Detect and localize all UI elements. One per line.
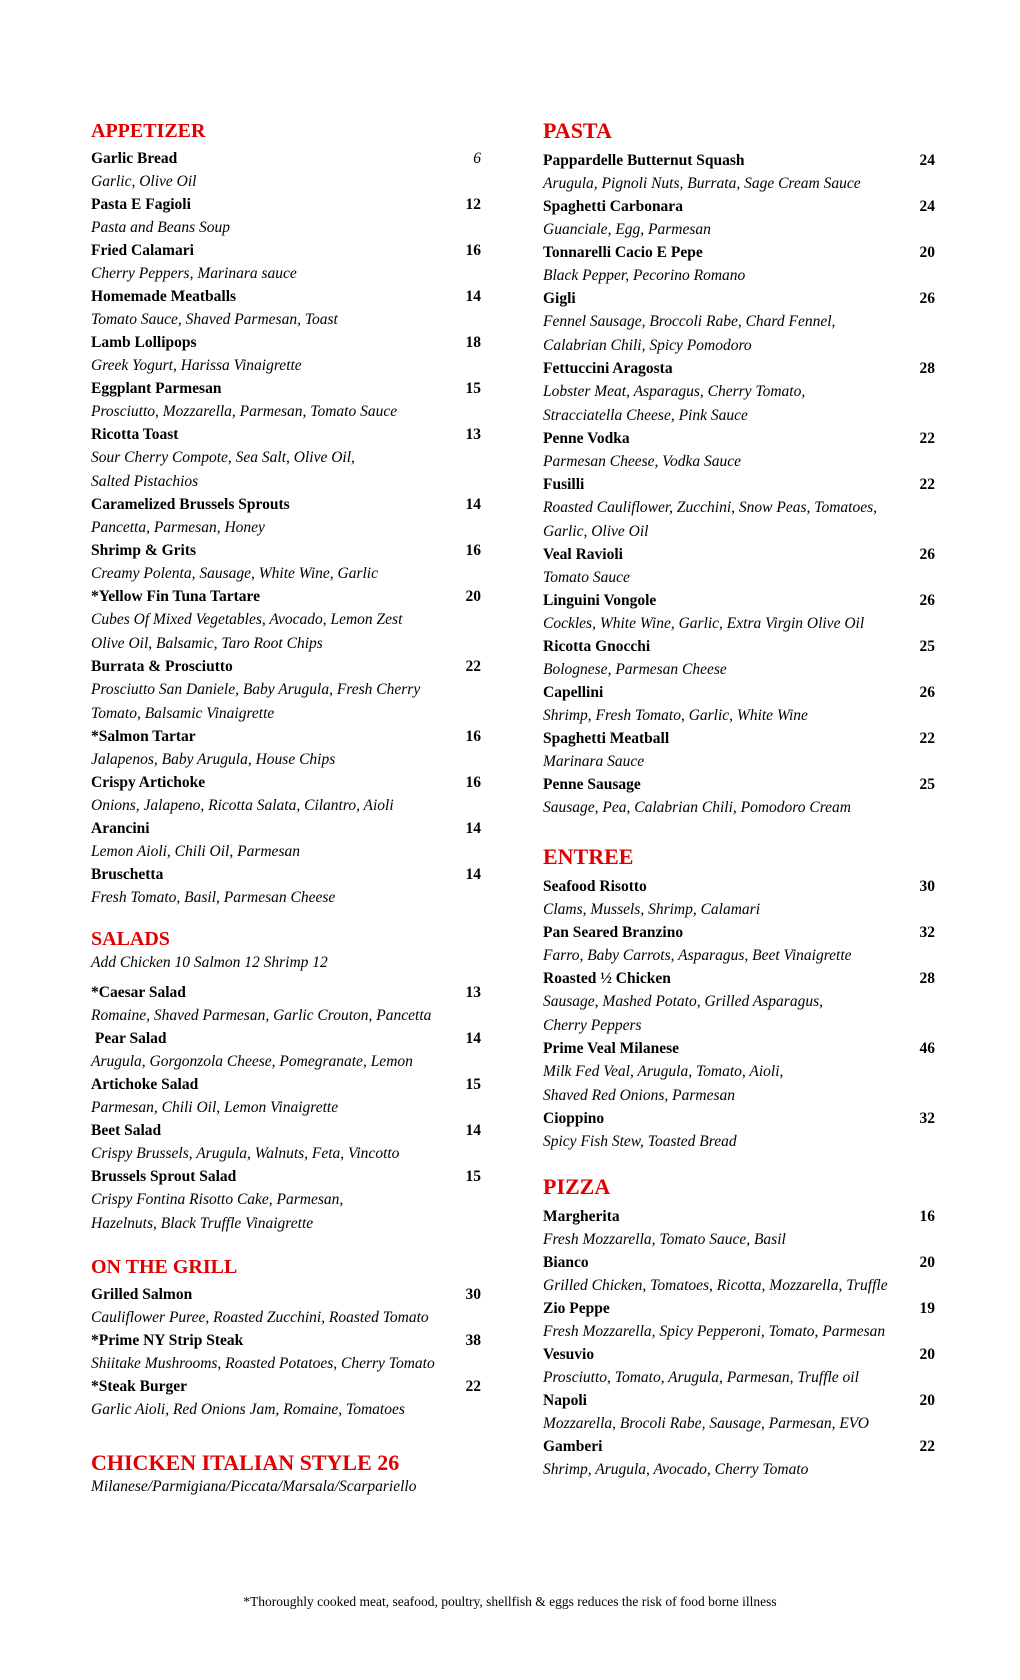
menu-item-description: Shrimp, Fresh Tomato, Garlic, White Wine [543, 707, 808, 724]
menu-item-price: 38 [465, 1332, 481, 1349]
menu-item-name: Fusilli [543, 476, 585, 493]
menu-item-description: Crispy Brussels, Arugula, Walnuts, Feta, Vincotto [91, 1145, 400, 1162]
menu-item-description: Lemon Aioli, Chili Oil, Parmesan [91, 843, 300, 860]
menu-item-price: 26 [919, 546, 935, 563]
menu-item [543, 1108, 935, 1154]
menu-item [543, 1344, 935, 1390]
menu-item-header [543, 922, 935, 944]
entree-section [543, 844, 935, 1154]
menu-item-description: Tomato Sauce [543, 569, 630, 586]
menu-item [91, 1166, 481, 1236]
menu-item-price: 20 [919, 1346, 935, 1363]
menu-item-name: Ricotta Gnocchi [543, 638, 651, 655]
menu-item-description: Fresh Mozzarella, Spicy Pepperoni, Tomato, Parmesan [543, 1323, 886, 1340]
menu-item-price: 15 [465, 1168, 481, 1185]
menu-item [543, 474, 935, 544]
menu-item-description: Tomato, Balsamic Vinaigrette [91, 705, 275, 722]
pasta-title: PASTA [543, 118, 612, 143]
menu-item-name: Tonnarelli Cacio E Pepe [543, 244, 703, 261]
menu-item-description: Garlic, Olive Oil [91, 173, 197, 190]
menu-item-price: 30 [919, 878, 935, 895]
menu-item-name: Artichoke Salad [91, 1076, 199, 1093]
menu-item-header [91, 586, 481, 608]
menu-item [543, 428, 935, 474]
menu-item-name: Ricotta Toast [91, 426, 179, 443]
menu-item [543, 358, 935, 428]
menu-item-header [543, 428, 935, 450]
menu-item-description: Roasted Cauliflower, Zucchini, Snow Peas, Tomatoes, [543, 499, 877, 516]
menu-item-name: Capellini [543, 684, 604, 701]
menu-item [543, 774, 935, 820]
menu-item-name: Homemade Meatballs [91, 288, 237, 305]
menu-item-description: Onions, Jalapeno, Ricotta Salata, Cilantro, Aioli [91, 797, 394, 814]
menu-item-description: Garlic, Olive Oil [543, 523, 649, 540]
menu-item-description: Parmesan Cheese, Vodka Sauce [543, 453, 742, 470]
menu-item [91, 148, 481, 194]
menu-item-description: Olive Oil, Balsamic, Taro Root Chips [91, 635, 323, 652]
pizza-items [543, 1206, 935, 1482]
menu-item-price: 14 [465, 820, 481, 837]
menu-item-header [543, 544, 935, 566]
menu-item [543, 1252, 935, 1298]
menu-item-description: Pancetta, Parmesan, Honey [91, 519, 265, 536]
menu-item-description: Prosciutto San Daniele, Baby Arugula, Fresh Cherry [91, 681, 421, 698]
menu-item-description: Parmesan, Chili Oil, Lemon Vinaigrette [91, 1099, 339, 1116]
menu-item-price: 6 [473, 150, 481, 167]
menu-item-description: Farro, Baby Carrots, Asparagus, Beet Vinaigrette [543, 947, 852, 964]
menu-item-header [543, 774, 935, 796]
pasta-items [543, 150, 935, 820]
grill-title: ON THE GRILL [91, 1256, 238, 1278]
menu-item-price: 14 [465, 496, 481, 513]
menu-item [543, 1038, 935, 1108]
menu-item-name: *Salmon Tartar [91, 728, 196, 745]
menu-item-price: 16 [465, 774, 481, 791]
menu-item-price: 32 [919, 1110, 935, 1127]
menu-item-price: 22 [919, 730, 935, 747]
menu-item [543, 1298, 935, 1344]
menu-item-name: Arancini [91, 820, 150, 837]
menu-item-name: Brussels Sprout Salad [91, 1168, 237, 1185]
menu-item-price: 28 [919, 360, 935, 377]
menu-item-price: 20 [919, 244, 935, 261]
menu-item-price: 12 [465, 196, 481, 213]
menu-item-header [91, 194, 481, 216]
menu-item [91, 1330, 481, 1376]
menu-item-header [91, 772, 481, 794]
menu-item-name: Lamb Lollipops [91, 334, 197, 351]
pizza-section [543, 1174, 935, 1482]
menu-item-description: Cubes Of Mixed Vegetables, Avocado, Lemon Zest [91, 611, 403, 628]
menu-item-name: Crispy Artichoke [91, 774, 206, 791]
menu-item-description: Guanciale, Egg, Parmesan [543, 221, 711, 238]
menu-item-description: Cockles, White Wine, Garlic, Extra Virgin Olive Oil [543, 615, 865, 632]
menu-item-description: Marinara Sauce [543, 753, 645, 770]
menu-item-description: Arugula, Pignoli Nuts, Burrata, Sage Cream Sauce [543, 175, 861, 192]
menu-item [543, 196, 935, 242]
menu-item-header [543, 636, 935, 658]
menu-item-description: Salted Pistachios [91, 473, 199, 490]
menu-item [91, 656, 481, 726]
menu-item [91, 1376, 481, 1422]
menu-item-name: Grilled Salmon [91, 1286, 193, 1303]
menu-item-price: 14 [465, 1030, 481, 1047]
grill-section [91, 1254, 481, 1422]
menu-item [91, 1120, 481, 1166]
menu-item [543, 590, 935, 636]
menu-item-header [543, 1108, 935, 1130]
menu-item-price: 16 [465, 542, 481, 559]
menu-item-header [543, 876, 935, 898]
menu-item-price: 13 [465, 984, 481, 1001]
food-safety-disclaimer: *Thoroughly cooked meat, seafood, poultry, shellfish & eggs reduces the risk of food borne illness [243, 1594, 777, 1609]
menu-item-name: Penne Vodka [543, 430, 630, 447]
menu-item-name: Prime Veal Milanese [543, 1040, 680, 1057]
menu-item-name: Bruschetta [91, 866, 164, 883]
menu-item-price: 22 [465, 1378, 481, 1395]
menu-item-description: Creamy Polenta, Sausage, White Wine, Garlic [91, 565, 378, 582]
menu-item [543, 922, 935, 968]
menu-item-description: Shiitake Mushrooms, Roasted Potatoes, Cherry Tomato [91, 1355, 435, 1372]
menu-item-description: Hazelnuts, Black Truffle Vinaigrette [91, 1215, 314, 1232]
menu-item [543, 876, 935, 922]
menu-item [543, 242, 935, 288]
menu-item-header [543, 1298, 935, 1320]
menu-item-header [91, 1120, 481, 1142]
menu-item-header [543, 474, 935, 496]
menu-item-description: Calabrian Chili, Spicy Pomodoro [543, 337, 752, 354]
menu-item-price: 16 [465, 242, 481, 259]
menu-item [91, 864, 481, 910]
right-column [543, 118, 935, 1482]
menu-item-price: 30 [465, 1286, 481, 1303]
menu-item [91, 1074, 481, 1120]
menu-item-name: Eggplant Parmesan [91, 380, 222, 397]
menu-item [91, 540, 481, 586]
menu-item-price: 16 [465, 728, 481, 745]
menu-item-header [91, 378, 481, 400]
salads-addon-note: Add Chicken 10 Salmon 12 Shrimp 12 [91, 954, 328, 971]
menu-item-description: Grilled Chicken, Tomatoes, Ricotta, Mozzarella, Truffle [543, 1277, 888, 1294]
menu-item [543, 968, 935, 1038]
menu-item-description: Shrimp, Arugula, Avocado, Cherry Tomato [543, 1461, 809, 1478]
menu-item-header [543, 1390, 935, 1412]
menu-item-description: Sausage, Mashed Potato, Grilled Asparagus, [543, 993, 823, 1010]
menu-item-header [91, 818, 481, 840]
menu-item-name: Cioppino [543, 1110, 605, 1127]
menu-item-description: Fresh Mozzarella, Tomato Sauce, Basil [543, 1231, 786, 1248]
menu-item-description: Cherry Peppers, Marinara sauce [91, 265, 297, 282]
pasta-section [543, 118, 935, 820]
menu-item-description: Black Pepper, Pecorino Romano [543, 267, 746, 284]
menu-item-header [543, 288, 935, 310]
menu-item [91, 586, 481, 656]
menu-item-header [543, 242, 935, 264]
menu-item [91, 240, 481, 286]
menu-item-price: 46 [919, 1040, 935, 1057]
entree-items [543, 876, 935, 1154]
menu-item-price: 19 [919, 1300, 935, 1317]
menu-item [543, 150, 935, 196]
left-column [91, 118, 481, 1498]
menu-item-header [91, 424, 481, 446]
menu-item-header [91, 1074, 481, 1096]
menu-item-description: Spicy Fish Stew, Toasted Bread [543, 1133, 737, 1150]
appetizer-items [91, 148, 481, 910]
menu-item [91, 818, 481, 864]
menu-item-name: Pear Salad [91, 1030, 167, 1047]
menu-item-description: Arugula, Gorgonzola Cheese, Pomegranate, Lemon [91, 1053, 413, 1070]
salads-section [91, 926, 481, 1236]
menu-item-name: Spaghetti Meatball [543, 730, 670, 747]
menu-item-name: *Steak Burger [91, 1378, 188, 1395]
menu-item-name: Veal Ravioli [543, 546, 623, 563]
menu-item-price: 18 [465, 334, 481, 351]
menu-item-header [543, 728, 935, 750]
menu-item [91, 772, 481, 818]
menu-item-price: 26 [919, 290, 935, 307]
menu-item-name: Vesuvio [543, 1346, 595, 1363]
menu-item-name: Gamberi [543, 1438, 603, 1455]
menu-item [543, 1206, 935, 1252]
menu-item [91, 982, 481, 1028]
menu-item-description: Bolognese, Parmesan Cheese [543, 661, 727, 678]
menu-item-name: Margherita [543, 1208, 620, 1225]
menu-item-price: 16 [919, 1208, 935, 1225]
menu-item-name: Garlic Bread [91, 150, 178, 167]
menu-item-header [91, 1330, 481, 1352]
menu-item [91, 494, 481, 540]
menu-item-description: Jalapenos, Baby Arugula, House Chips [91, 751, 336, 768]
menu-item-price: 28 [919, 970, 935, 987]
menu-item-description: Prosciutto, Mozzarella, Parmesan, Tomato Sauce [91, 403, 398, 420]
menu-item-header [91, 864, 481, 886]
menu-item-header [543, 196, 935, 218]
menu-item-price: 26 [919, 684, 935, 701]
grill-items [91, 1284, 481, 1422]
menu-item-name: Spaghetti Carbonara [543, 198, 683, 215]
menu-item-price: 22 [465, 658, 481, 675]
menu-item [91, 424, 481, 494]
menu-item [91, 286, 481, 332]
chicken-title: CHICKEN ITALIAN STYLE 26 [91, 1450, 400, 1475]
menu-item-header [91, 494, 481, 516]
menu-item-header [91, 286, 481, 308]
menu-item-price: 20 [919, 1254, 935, 1271]
salads-items [91, 982, 481, 1236]
menu-item-price: 26 [919, 592, 935, 609]
menu-item-header [91, 726, 481, 748]
menu-item-name: *Yellow Fin Tuna Tartare [91, 588, 260, 605]
menu-item [543, 1436, 935, 1482]
menu-item-description: Garlic Aioli, Red Onions Jam, Romaine, Tomatoes [91, 1401, 405, 1418]
menu-item-header [543, 1344, 935, 1366]
menu-item-price: 20 [919, 1392, 935, 1409]
menu-item [543, 288, 935, 358]
menu-item-description: Clams, Mussels, Shrimp, Calamari [543, 901, 761, 918]
menu-item-header [543, 1206, 935, 1228]
menu-item-name: Roasted ½ Chicken [543, 970, 671, 987]
menu-item-description: Greek Yogurt, Harissa Vinaigrette [91, 357, 302, 374]
menu-item [91, 1284, 481, 1330]
menu-item-description: Tomato Sauce, Shaved Parmesan, Toast [91, 311, 338, 328]
menu-item-price: 13 [465, 426, 481, 443]
menu-item [91, 194, 481, 240]
menu-item-name: Burrata & Prosciutto [91, 658, 233, 675]
menu-item [91, 1028, 481, 1074]
menu-item-description: Sausage, Pea, Calabrian Chili, Pomodoro Cream [543, 799, 851, 816]
menu-item-price: 25 [919, 776, 935, 793]
menu-item-header [543, 1436, 935, 1458]
menu-item-description: Fresh Tomato, Basil, Parmesan Cheese [91, 889, 336, 906]
menu-item-header [91, 540, 481, 562]
menu-item-name: Gigli [543, 290, 576, 307]
appetizer-section [91, 118, 481, 910]
menu-item-name: Bianco [543, 1254, 589, 1271]
menu-item-price: 25 [919, 638, 935, 655]
menu-item-name: Beet Salad [91, 1122, 162, 1139]
menu-item-header [543, 1252, 935, 1274]
menu-item-header [543, 682, 935, 704]
menu-item-price: 32 [919, 924, 935, 941]
menu-item [91, 378, 481, 424]
menu-item [91, 726, 481, 772]
menu-item-header [543, 1038, 935, 1060]
menu-item-name: Seafood Risotto [543, 878, 647, 895]
menu-item-description: Cauliflower Puree, Roasted Zucchini, Roasted Tomato [91, 1309, 429, 1326]
menu-item [543, 1390, 935, 1436]
salads-title: SALADS [91, 928, 170, 950]
menu-item-header [91, 148, 481, 170]
menu-item-header [91, 982, 481, 1004]
menu-item-name: Fried Calamari [91, 242, 194, 259]
menu-item-name: Shrimp & Grits [91, 542, 197, 559]
menu-item-header [543, 150, 935, 172]
menu-item-description: Shaved Red Onions, Parmesan [543, 1087, 735, 1104]
chicken-section [91, 1450, 481, 1498]
menu-item-header [91, 1376, 481, 1398]
chicken-styles-note: Milanese/Parmigiana/Piccata/Marsala/Scarpariello [91, 1478, 417, 1495]
menu-item-price: 14 [465, 866, 481, 883]
menu-item-price: 20 [465, 588, 481, 605]
menu-item-name: Penne Sausage [543, 776, 641, 793]
menu-item [543, 544, 935, 590]
menu-item-price: 14 [465, 288, 481, 305]
menu-item-description: Stracciatella Cheese, Pink Sauce [543, 407, 748, 424]
menu-item-description: Romaine, Shaved Parmesan, Garlic Crouton, Pancetta [91, 1007, 432, 1024]
pizza-title: PIZZA [543, 1174, 611, 1199]
menu-item-header [91, 240, 481, 262]
menu-item-header [543, 358, 935, 380]
menu-item-header [91, 1284, 481, 1306]
entree-title: ENTREE [543, 844, 634, 869]
menu-item [543, 728, 935, 774]
menu-item-header [543, 968, 935, 990]
menu-item [543, 682, 935, 728]
menu-item-price: 22 [919, 1438, 935, 1455]
menu-item-header [91, 656, 481, 678]
menu-item-description: Crispy Fontina Risotto Cake, Parmesan, [91, 1191, 344, 1208]
menu-item-name: Pan Seared Branzino [543, 924, 684, 941]
menu-item-name: *Caesar Salad [91, 984, 186, 1001]
menu-item-header [543, 590, 935, 612]
menu-item-description: Prosciutto, Tomato, Arugula, Parmesan, Truffle oil [543, 1369, 859, 1386]
menu-item-name: Pasta E Fagioli [91, 196, 191, 213]
menu-item-description: Pasta and Beans Soup [91, 219, 231, 236]
menu-item-header [91, 1028, 481, 1050]
appetizer-title: APPETIZER [91, 120, 206, 142]
menu-item-price: 14 [465, 1122, 481, 1139]
menu-item-description: Cherry Peppers [543, 1017, 642, 1034]
menu-item-description: Mozzarella, Brocoli Rabe, Sausage, Parmesan, EVO [543, 1415, 869, 1432]
menu-item-price: 15 [465, 1076, 481, 1093]
menu-item-price: 24 [919, 198, 935, 215]
menu-item-description: Lobster Meat, Asparagus, Cherry Tomato, [543, 383, 806, 400]
menu-item-name: Linguini Vongole [543, 592, 657, 609]
menu-item-name: Napoli [543, 1392, 587, 1409]
menu-item [543, 636, 935, 682]
menu-item-price: 24 [919, 152, 935, 169]
menu-item-name: Pappardelle Butternut Squash [543, 152, 745, 169]
menu-item-name: Fettuccini Aragosta [543, 360, 673, 377]
menu-item-description: Sour Cherry Compote, Sea Salt, Olive Oil, [91, 449, 355, 466]
menu-item-name: Caramelized Brussels Sprouts [91, 496, 290, 513]
menu-item-header [91, 332, 481, 354]
menu-item-header [91, 1166, 481, 1188]
menu-item-name: *Prime NY Strip Steak [91, 1332, 244, 1349]
menu-item-description: Milk Fed Veal, Arugula, Tomato, Aioli, [543, 1063, 784, 1080]
menu-item-price: 15 [465, 380, 481, 397]
menu-item [91, 332, 481, 378]
menu-item-price: 22 [919, 430, 935, 447]
menu-item-price: 22 [919, 476, 935, 493]
menu-item-description: Fennel Sausage, Broccoli Rabe, Chard Fennel, [543, 313, 836, 330]
menu-item-name: Zio Peppe [543, 1300, 610, 1317]
